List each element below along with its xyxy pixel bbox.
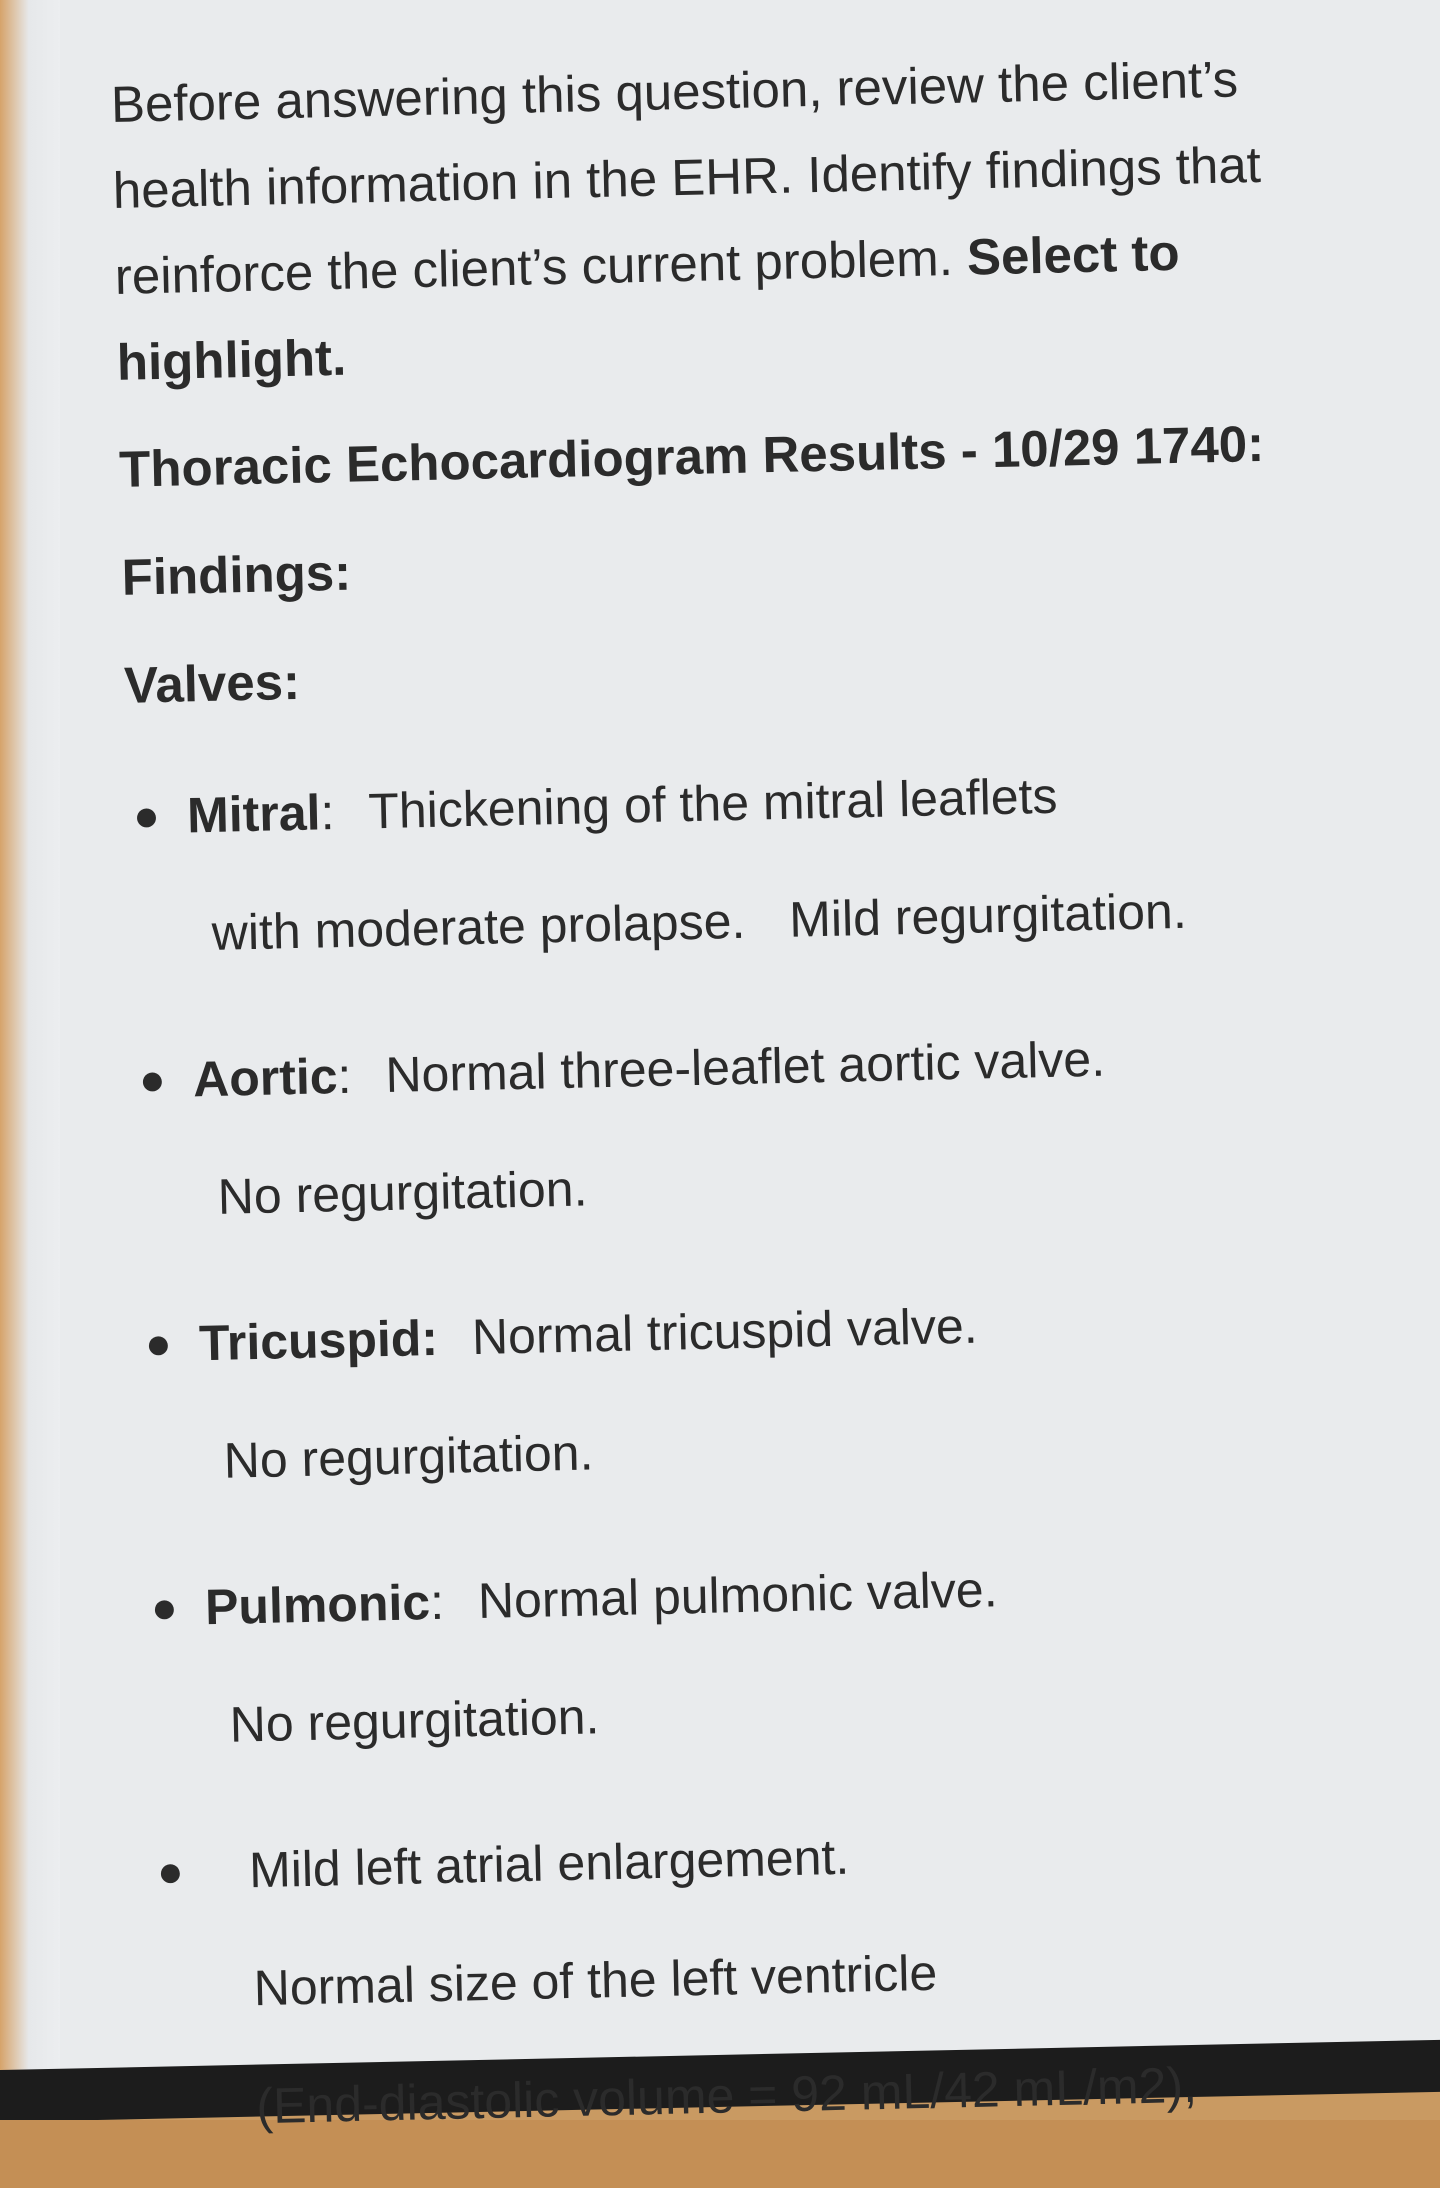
bullet-icon: ●	[132, 791, 161, 841]
aortic-finding-normal-valve[interactable]: Normal three-leaflet aortic valve.	[384, 1030, 1106, 1104]
mitral-finding-regurgitation[interactable]: Mild regurgitation.	[788, 882, 1188, 948]
pulmonic-label: Pulmonic	[204, 1574, 431, 1636]
aortic-label: Aortic	[192, 1048, 339, 1108]
mitral-colon: :	[319, 784, 335, 841]
aortic-colon: :	[336, 1047, 353, 1105]
question-intro	[110, 34, 1367, 406]
bullet-icon: ●	[138, 1055, 167, 1105]
pulmonic-colon: :	[429, 1573, 445, 1631]
valve-findings-list	[126, 729, 1408, 2167]
list-item-atrial	[150, 1785, 1408, 2167]
tricuspid-finding-no-regurgitation[interactable]: No regurgitation.	[223, 1424, 594, 1489]
pulmonic-finding-normal-valve[interactable]: Normal pulmonic valve.	[477, 1561, 999, 1630]
findings-label: Findings:	[121, 543, 352, 606]
end-diastolic-volume-finding[interactable]: (End-diastolic volume = 92 mL/42 mL/m2),	[255, 2056, 1198, 2135]
list-item-mitral	[126, 729, 1381, 993]
select-to-highlight-instruction: Select to highlight.	[116, 223, 1181, 391]
mitral-label: Mitral	[186, 784, 322, 844]
tricuspid-finding-normal-valve[interactable]: Normal tricuspid valve.	[471, 1297, 979, 1366]
list-item-pulmonic	[144, 1521, 1399, 1785]
bullet-icon: ●	[156, 1846, 185, 1897]
ehr-question-panel	[110, 34, 1408, 2188]
intro-text: Before answering this question, review the client’s health information in the EHR. Identify findings that reinforce the client’s current problem.	[110, 50, 1262, 305]
aortic-finding-no-regurgitation[interactable]: No regurgitation.	[217, 1160, 588, 1225]
report-title: Thoracic Echocardiogram Results - 10/29 1740:	[118, 414, 1265, 498]
list-item-aortic	[132, 993, 1387, 1257]
mitral-finding-prolapse[interactable]: with moderate prolapse.	[211, 892, 746, 961]
left-ventricle-size-finding[interactable]: Normal size of the left ventricle	[253, 1944, 938, 2017]
bullet-icon: ●	[150, 1582, 179, 1633]
bullet-icon: ●	[144, 1318, 173, 1369]
mitral-finding-thickening[interactable]: Thickening of the mitral leaflets	[367, 767, 1059, 840]
atrial-enlargement-finding[interactable]: Mild left atrial enlargement.	[248, 1828, 850, 1899]
pulmonic-finding-no-regurgitation[interactable]: No regurgitation.	[229, 1688, 600, 1753]
list-item-tricuspid	[138, 1257, 1393, 1521]
tricuspid-label: Tricuspid:	[198, 1309, 439, 1372]
valves-label: Valves:	[123, 652, 301, 714]
